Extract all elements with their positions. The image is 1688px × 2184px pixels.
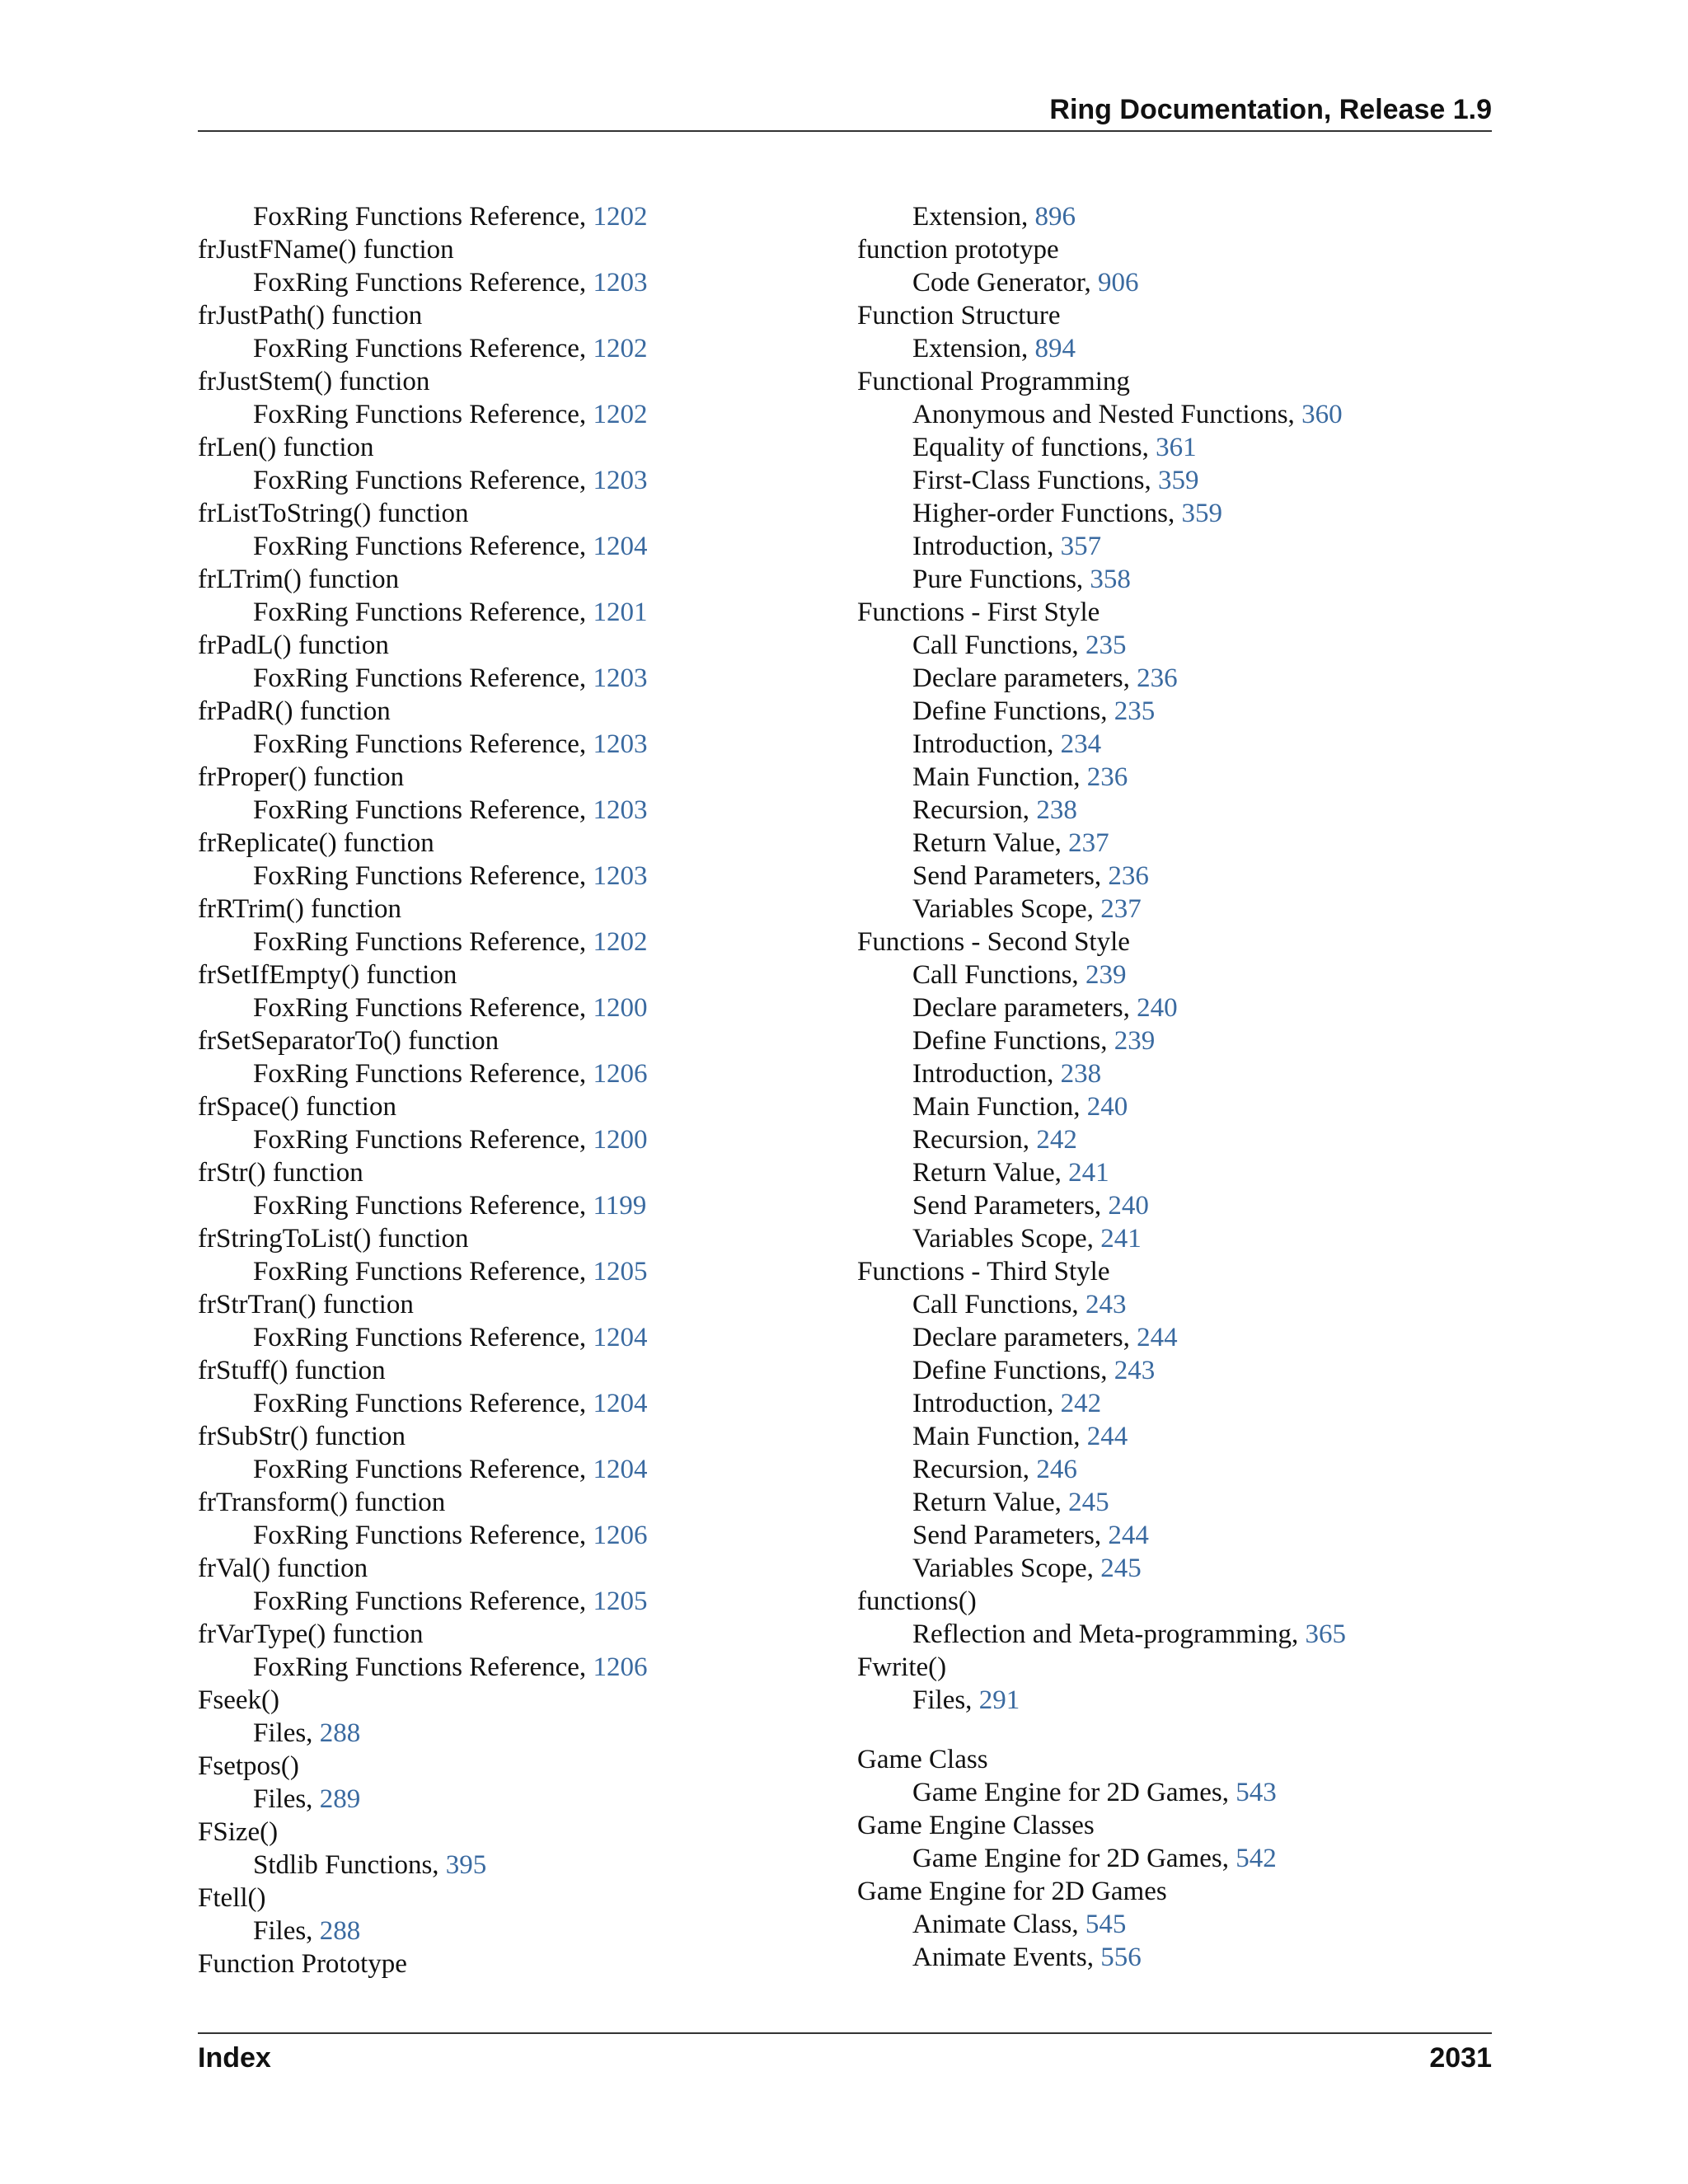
page-reference-link[interactable]: 235 <box>1085 630 1127 660</box>
page-reference-link[interactable]: 245 <box>1100 1554 1142 1583</box>
index-subentry <box>857 530 1492 563</box>
page-reference-link[interactable]: 1203 <box>593 466 648 495</box>
index-entry-label: Introduction, <box>912 729 1061 759</box>
index-subentry <box>198 860 824 893</box>
index-entry-label: Game Engine Classes <box>857 1811 1095 1840</box>
index-entry <box>198 1816 824 1849</box>
index-entry <box>198 1618 824 1651</box>
index-entry-label: Fsetpos() <box>198 1751 299 1781</box>
index-entry-label: FoxRing Functions Reference, <box>253 1191 593 1221</box>
index-subentry <box>198 596 824 629</box>
index-entry-label: Recursion, <box>912 795 1037 825</box>
index-entry-label: FoxRing Functions Reference, <box>253 598 593 627</box>
index-entry-label: Main Function, <box>912 762 1087 792</box>
index-entry-label: FoxRing Functions Reference, <box>253 202 593 232</box>
index-entry-label: Game Engine for 2D Games, <box>912 1778 1236 1807</box>
index-entry-label: frListToString() function <box>198 499 469 528</box>
page-reference-link[interactable]: 1199 <box>593 1191 647 1221</box>
index-entry-label: frStuff() function <box>198 1356 386 1385</box>
index-entry <box>857 1875 1492 1908</box>
index-entry <box>198 629 824 662</box>
index-entry <box>857 1255 1492 1288</box>
index-entry-label: Files, <box>912 1685 979 1715</box>
index-entry-label: Introduction, <box>912 1389 1061 1418</box>
index-entry-label: Define Functions, <box>912 1356 1114 1385</box>
index-entry-label: Introduction, <box>912 1059 1061 1089</box>
index-entry-label: frStringToList() function <box>198 1224 469 1254</box>
index-entry-label: FoxRing Functions Reference, <box>253 927 593 957</box>
index-entry-label: FoxRing Functions Reference, <box>253 1059 593 1089</box>
page-reference-link[interactable]: 395 <box>445 1850 487 1880</box>
index-entry-label: frJustPath() function <box>198 301 423 330</box>
page-reference-link[interactable]: 1203 <box>593 795 648 825</box>
index-subentry <box>857 958 1492 991</box>
page-reference-link[interactable]: 240 <box>1108 1191 1149 1221</box>
index-column-left <box>198 200 824 1980</box>
index-subentry <box>857 1156 1492 1189</box>
page-reference-link[interactable]: 1205 <box>593 1586 648 1616</box>
page-reference-link[interactable]: 1204 <box>593 532 648 561</box>
index-entry-label: frProper() function <box>198 762 405 792</box>
index-subentry <box>857 563 1492 596</box>
index-entry-label: FoxRing Functions Reference, <box>253 729 593 759</box>
page-reference-link[interactable]: 359 <box>1181 499 1223 528</box>
index-entry-label: Extension, <box>912 334 1035 363</box>
index-subentry <box>857 1057 1492 1090</box>
index-subentry <box>198 926 824 958</box>
index-entry-label: frSetIfEmpty() function <box>198 960 457 990</box>
index-entry <box>198 1090 824 1123</box>
page-reference-link[interactable]: 238 <box>1036 795 1077 825</box>
index-entry-label: FoxRing Functions Reference, <box>253 993 593 1023</box>
index-entry-label: function prototype <box>857 235 1059 265</box>
index-entry-label: Ftell() <box>198 1883 266 1913</box>
index-entry-label: Return Value, <box>912 1488 1069 1517</box>
index-entry <box>198 497 824 530</box>
index-entry-label: frJustStem() function <box>198 367 430 396</box>
index-entry-label: frSubStr() function <box>198 1422 406 1451</box>
index-entry <box>198 1552 824 1585</box>
index-subentry <box>857 860 1492 893</box>
index-subentry <box>857 1420 1492 1453</box>
index-subentry <box>857 629 1492 662</box>
page-reference-link[interactable]: 243 <box>1085 1290 1127 1319</box>
index-entry-label: FoxRing Functions Reference, <box>253 334 593 363</box>
page-reference-link[interactable]: 1203 <box>593 729 648 759</box>
index-subentry <box>857 1090 1492 1123</box>
page-reference-link[interactable]: 906 <box>1098 268 1139 298</box>
index-entry-label: Return Value, <box>912 1158 1069 1188</box>
index-entry-label: frVal() function <box>198 1554 368 1583</box>
page-reference-link[interactable]: 359 <box>1157 466 1199 495</box>
page-reference-link[interactable]: 1203 <box>593 861 648 891</box>
index-subentry <box>857 893 1492 926</box>
page-reference-link[interactable]: 361 <box>1156 433 1197 462</box>
index-subentry <box>857 695 1492 728</box>
index-entry-label: frLen() function <box>198 433 374 462</box>
page-reference-link[interactable]: 365 <box>1305 1619 1347 1649</box>
index-entry-label: frRTrim() function <box>198 894 402 924</box>
index-entry <box>857 365 1492 398</box>
index-entry <box>857 299 1492 332</box>
index-entry <box>198 365 824 398</box>
index-entry <box>198 1750 824 1783</box>
page-reference-link[interactable]: 235 <box>1114 696 1156 726</box>
index-subentry <box>857 332 1492 365</box>
index-entry <box>857 1585 1492 1618</box>
page-reference-link[interactable]: 1200 <box>593 1125 648 1155</box>
index-subentry <box>198 266 824 299</box>
index-entry-label: FoxRing Functions Reference, <box>253 466 593 495</box>
index-entry-label: FoxRing Functions Reference, <box>253 1389 593 1418</box>
index-entry <box>198 1288 824 1321</box>
index-entry-label: Fwrite() <box>857 1652 947 1682</box>
page-reference-link[interactable]: 1203 <box>593 268 648 298</box>
index-entry-label: Recursion, <box>912 1125 1037 1155</box>
index-entry-label: Function Structure <box>857 301 1061 330</box>
page-reference-link[interactable]: 1206 <box>593 1521 648 1550</box>
page-reference-link[interactable]: 242 <box>1060 1389 1102 1418</box>
page-reference-link[interactable]: 357 <box>1060 532 1102 561</box>
index-entry <box>198 299 824 332</box>
page-number: 2031 <box>1429 2042 1492 2074</box>
index-entry-label: Define Functions, <box>912 696 1114 726</box>
page-reference-link[interactable]: 240 <box>1086 1092 1128 1122</box>
page-reference-link[interactable]: 239 <box>1114 1026 1156 1056</box>
page-reference-link[interactable]: 1202 <box>593 927 648 957</box>
index-entry <box>198 1222 824 1255</box>
index-subentry <box>857 266 1492 299</box>
index-subentry <box>198 1123 824 1156</box>
document-title: Ring Documentation, Release 1.9 <box>1049 94 1492 125</box>
index-subentry <box>857 1519 1492 1552</box>
page-reference-link[interactable]: 245 <box>1068 1488 1109 1517</box>
page-reference-link[interactable]: 237 <box>1100 894 1142 924</box>
index-subentry <box>198 1585 824 1618</box>
index-subentry <box>198 1189 824 1222</box>
index-entry-label: Function Prototype <box>198 1949 407 1979</box>
index-subentry <box>198 398 824 431</box>
index-subentry <box>857 1288 1492 1321</box>
index-subentry <box>857 1842 1492 1875</box>
index-subentry <box>857 1354 1492 1387</box>
index-entry <box>198 761 824 794</box>
index-entry <box>198 233 824 266</box>
index-subentry <box>198 1057 824 1090</box>
index-entry-label: Game Engine for 2D Games <box>857 1877 1167 1906</box>
index-entry-label: Code Generator, <box>912 268 1099 298</box>
index-entry <box>857 596 1492 629</box>
index-entry-label: FoxRing Functions Reference, <box>253 861 593 891</box>
index-entry-label: frLTrim() function <box>198 565 400 594</box>
index-column-right <box>857 200 1492 1974</box>
index-entry <box>198 563 824 596</box>
page-reference-link[interactable]: 1204 <box>593 1323 648 1352</box>
page-reference-link[interactable]: 894 <box>1034 334 1076 363</box>
index-entry-label: FoxRing Functions Reference, <box>253 400 593 429</box>
index-entry <box>198 1486 824 1519</box>
index-entry-label: functions() <box>857 1586 977 1616</box>
index-entry-label: Game Engine for 2D Games, <box>912 1844 1236 1873</box>
index-subentry <box>198 662 824 695</box>
page-reference-link[interactable]: 234 <box>1060 729 1102 759</box>
index-entry-label: Main Function, <box>912 1422 1087 1451</box>
index-entry-label: Reflection and Meta-programming, <box>912 1619 1306 1649</box>
index-subentry <box>198 1321 824 1354</box>
index-subentry <box>198 1255 824 1288</box>
index-subentry <box>857 827 1492 860</box>
index-entry <box>198 827 824 860</box>
index-entry <box>857 926 1492 958</box>
index-subentry <box>198 200 824 233</box>
page-reference-link[interactable]: 240 <box>1137 993 1178 1023</box>
index-subentry <box>857 1618 1492 1651</box>
index-entry-label: frStr() function <box>198 1158 363 1188</box>
page-reference-link[interactable]: 1205 <box>593 1257 648 1286</box>
index-entry-label: Send Parameters, <box>912 1521 1109 1550</box>
index-entry-label: Variables Scope, <box>912 1554 1101 1583</box>
index-entry <box>198 1354 824 1387</box>
index-subentry <box>857 1189 1492 1222</box>
page-reference-link[interactable]: 1202 <box>593 202 648 232</box>
page-reference-link[interactable]: 556 <box>1100 1943 1142 1972</box>
index-subentry <box>857 794 1492 827</box>
index-entry-label: Return Value, <box>912 828 1069 858</box>
index-entry-label: Game Class <box>857 1745 988 1774</box>
page-reference-link[interactable]: 1204 <box>593 1389 648 1418</box>
footer-section-label: Index <box>198 2042 271 2074</box>
index-entry-label: Animate Events, <box>912 1943 1101 1972</box>
index-subentry <box>198 1651 824 1684</box>
page-reference-link[interactable]: 244 <box>1137 1323 1178 1352</box>
index-entry <box>198 1156 824 1189</box>
page-reference-link[interactable]: 288 <box>319 1916 361 1946</box>
index-subentry <box>857 1684 1492 1717</box>
page-reference-link[interactable]: 243 <box>1114 1356 1156 1385</box>
index-entry-label: First-Class Functions, <box>912 466 1158 495</box>
index-entry-label: FoxRing Functions Reference, <box>253 663 593 693</box>
page-header <box>198 89 1492 132</box>
index-entry-label: Introduction, <box>912 532 1061 561</box>
index-entry-label: Recursion, <box>912 1455 1037 1484</box>
index-entry <box>857 1743 1492 1776</box>
page-reference-link[interactable]: 1202 <box>593 400 648 429</box>
page-reference-link[interactable]: 1202 <box>593 334 648 363</box>
index-entry-label: FoxRing Functions Reference, <box>253 1323 593 1352</box>
page-reference-link[interactable]: 1201 <box>593 598 648 627</box>
page-reference-link[interactable]: 542 <box>1236 1844 1277 1873</box>
page-reference-link[interactable]: 896 <box>1034 202 1076 232</box>
index-entry-label: frReplicate() function <box>198 828 434 858</box>
index-entry <box>198 1420 824 1453</box>
index-entry-label: FoxRing Functions Reference, <box>253 1257 593 1286</box>
index-entry-label: Files, <box>253 1916 320 1946</box>
index-entry-label: Declare parameters, <box>912 993 1137 1023</box>
index-subentry <box>857 991 1492 1024</box>
index-subentry <box>857 1024 1492 1057</box>
index-entry-label: Pure Functions, <box>912 565 1090 594</box>
index-subentry <box>857 1486 1492 1519</box>
index-entry-label: frSpace() function <box>198 1092 396 1122</box>
index-subentry <box>857 761 1492 794</box>
index-entry-label: FoxRing Functions Reference, <box>253 1125 593 1155</box>
index-entry-label: Anonymous and Nested Functions, <box>912 400 1302 429</box>
page-reference-link[interactable]: 1204 <box>593 1455 648 1484</box>
index-entry-label: Declare parameters, <box>912 663 1137 693</box>
index-entry-label: Declare parameters, <box>912 1323 1137 1352</box>
index-entry <box>198 431 824 464</box>
page-reference-link[interactable]: 360 <box>1301 400 1343 429</box>
index-subentry <box>857 1552 1492 1585</box>
index-entry-label: frPadL() function <box>198 630 389 660</box>
index-entry-label: Call Functions, <box>912 630 1085 660</box>
index-entry-label: Send Parameters, <box>912 861 1109 891</box>
index-entry-label: Fseek() <box>198 1685 279 1715</box>
index-entry-label: FoxRing Functions Reference, <box>253 1586 593 1616</box>
index-entry <box>198 1947 824 1980</box>
page-reference-link[interactable]: 236 <box>1137 663 1178 693</box>
page-reference-link[interactable]: 244 <box>1108 1521 1149 1550</box>
index-subentry <box>857 1123 1492 1156</box>
index-entry <box>198 1684 824 1717</box>
index-entry-label: Functions - First Style <box>857 598 1100 627</box>
index-entry-label: Higher-order Functions, <box>912 499 1182 528</box>
index-entry-label: FoxRing Functions Reference, <box>253 268 593 298</box>
index-entry-label: Variables Scope, <box>912 1224 1101 1254</box>
index-entry-label: FoxRing Functions Reference, <box>253 532 593 561</box>
index-entry-label: FoxRing Functions Reference, <box>253 795 593 825</box>
page-reference-link[interactable]: 288 <box>319 1718 361 1748</box>
page-footer <box>198 2032 1492 2074</box>
index-entry-label: frPadR() function <box>198 696 391 726</box>
page-reference-link[interactable]: 236 <box>1086 762 1128 792</box>
index-subentry <box>198 1387 824 1420</box>
index-subentry <box>857 1321 1492 1354</box>
index-entry-label: Functional Programming <box>857 367 1130 396</box>
page-reference-link[interactable]: 545 <box>1085 1910 1127 1939</box>
index-subentry <box>198 1717 824 1750</box>
index-entry-label: Animate Class, <box>912 1910 1085 1939</box>
index-subentry <box>198 1453 824 1486</box>
index-entry-label: FoxRing Functions Reference, <box>253 1455 593 1484</box>
index-subentry <box>198 794 824 827</box>
index-entry-label: Files, <box>253 1718 320 1748</box>
index-entry <box>857 233 1492 266</box>
index-subentry <box>198 728 824 761</box>
index-subentry <box>857 1908 1492 1941</box>
index-entry <box>857 1651 1492 1684</box>
page-reference-link[interactable]: 236 <box>1108 861 1149 891</box>
page-reference-link[interactable]: 291 <box>978 1685 1020 1715</box>
index-entry-label: frJustFName() function <box>198 235 454 265</box>
page-reference-link[interactable]: 242 <box>1036 1125 1077 1155</box>
page-reference-link[interactable]: 241 <box>1068 1158 1109 1188</box>
index-subentry <box>857 398 1492 431</box>
index-subentry <box>857 1776 1492 1809</box>
index-subentry <box>857 431 1492 464</box>
index-entry <box>198 893 824 926</box>
index-entry <box>198 695 824 728</box>
page-reference-link[interactable]: 1206 <box>593 1652 648 1682</box>
index-subentry <box>198 530 824 563</box>
page-reference-link[interactable]: 246 <box>1036 1455 1077 1484</box>
index-subentry <box>857 728 1492 761</box>
index-entry-label: Extension, <box>912 202 1035 232</box>
page-reference-link[interactable]: 543 <box>1236 1778 1277 1807</box>
index-entry-label: Variables Scope, <box>912 894 1101 924</box>
index-entry-label: Stdlib Functions, <box>253 1850 446 1880</box>
page-reference-link[interactable]: 241 <box>1100 1224 1142 1254</box>
index-subentry <box>857 497 1492 530</box>
page-reference-link[interactable]: 1203 <box>593 663 648 693</box>
index-entry-label: Define Functions, <box>912 1026 1114 1056</box>
index-entry-label: FoxRing Functions Reference, <box>253 1521 593 1550</box>
index-subentry <box>857 1453 1492 1486</box>
index-entry-label: FoxRing Functions Reference, <box>253 1652 593 1682</box>
index-subentry <box>198 1519 824 1552</box>
index-entry-label: frStrTran() function <box>198 1290 414 1319</box>
page-reference-link[interactable]: 237 <box>1068 828 1109 858</box>
index-subentry <box>857 1222 1492 1255</box>
page-reference-link[interactable]: 244 <box>1086 1422 1128 1451</box>
index-entry <box>198 1882 824 1915</box>
index-entry-label: Main Function, <box>912 1092 1087 1122</box>
index-entry-label: Call Functions, <box>912 1290 1085 1319</box>
page-reference-link[interactable]: 289 <box>319 1784 361 1814</box>
index-subentry <box>198 991 824 1024</box>
index-entry-label: Functions - Third Style <box>857 1257 1110 1286</box>
index-entry-label: Functions - Second Style <box>857 927 1130 957</box>
page-reference-link[interactable]: 238 <box>1060 1059 1102 1089</box>
index-subentry <box>857 1387 1492 1420</box>
index-subentry <box>857 464 1492 497</box>
page-reference-link[interactable]: 1206 <box>593 1059 648 1089</box>
index-entry-label: Send Parameters, <box>912 1191 1109 1221</box>
page-reference-link[interactable]: 358 <box>1090 565 1131 594</box>
index-subentry <box>857 662 1492 695</box>
index-subentry <box>198 1849 824 1882</box>
page-reference-link[interactable]: 1200 <box>593 993 648 1023</box>
index-entry-label: FSize() <box>198 1817 279 1847</box>
index-entry <box>857 1809 1492 1842</box>
index-entry <box>198 1024 824 1057</box>
index-entry-label: frSetSeparatorTo() function <box>198 1026 499 1056</box>
index-subentry <box>857 1941 1492 1974</box>
index-entry-label: frVarType() function <box>198 1619 424 1649</box>
index-entry-label: Equality of functions, <box>912 433 1156 462</box>
index-subentry <box>198 1783 824 1816</box>
index-entry-label: Files, <box>253 1784 320 1814</box>
index-subentry <box>198 1915 824 1947</box>
page-reference-link[interactable]: 239 <box>1085 960 1127 990</box>
index-subentry <box>857 200 1492 233</box>
index-entry-label: frTransform() function <box>198 1488 446 1517</box>
index-entry-label: Call Functions, <box>912 960 1085 990</box>
index-entry <box>198 958 824 991</box>
index-subentry <box>198 464 824 497</box>
index-subentry <box>198 332 824 365</box>
